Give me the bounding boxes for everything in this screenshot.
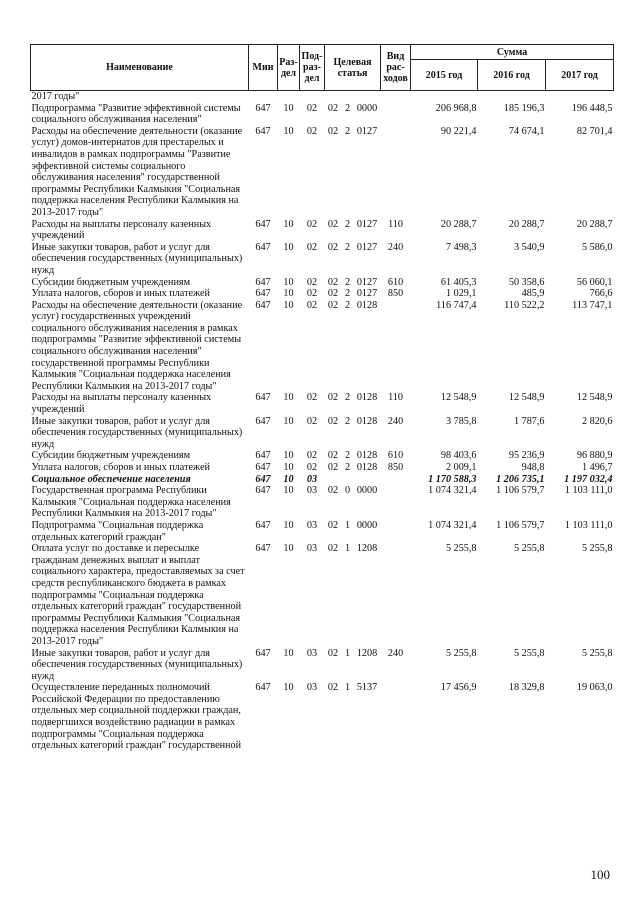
row-razdel: 10	[283, 241, 294, 253]
row-podrazdel: 03	[306, 473, 318, 485]
row-target-program: 02	[327, 485, 339, 497]
row-sum-2017: 113 747,1	[572, 299, 613, 311]
row-name: Осуществление переданных полномочий Российской Федерации по предоставлению отдельных мер социальной поддержки граждан, подвергшихся воздействию радиации в рамках подпрограммы "Социальная поддержка отдельных категорий граждан" государственной	[31, 682, 242, 752]
row-podrazdel: 03	[306, 485, 318, 497]
table-row	[31, 416, 614, 451]
row-sum-2015: 12 548,9	[440, 392, 477, 404]
table-row	[31, 103, 614, 126]
row-podrazdel: 02	[306, 288, 318, 300]
row-sum-2015: 1 170 588,3	[428, 473, 477, 485]
row-sum-2016: 50 358,6	[508, 276, 545, 288]
row-expense-type	[381, 543, 411, 647]
row-expense-type: 240	[387, 415, 404, 427]
row-razdel: 10	[283, 462, 294, 473]
row-sum-2015	[411, 91, 478, 103]
row-min: 647	[255, 102, 271, 114]
row-min: 647	[255, 392, 271, 404]
row-razdel: 10	[283, 415, 294, 427]
row-sum-2015: 5 255,8	[445, 647, 477, 659]
row-podrazdel: 02	[306, 392, 318, 404]
row-target-code	[354, 474, 381, 486]
col-name-header: Наименование	[31, 45, 249, 91]
row-target-program: 02	[327, 241, 339, 253]
row-sum-2015: 2 009,1	[445, 462, 477, 473]
row-min: 647	[255, 543, 271, 555]
row-podrazdel: 02	[306, 299, 318, 311]
row-expense-type	[381, 103, 411, 126]
row-expense-type: 610	[387, 276, 404, 288]
row-target-program	[325, 474, 342, 486]
row-sum-2017: 5 255,8	[581, 543, 613, 555]
row-expense-type	[381, 126, 411, 219]
row-sum-2017: 1 197 032,4	[564, 473, 613, 485]
row-target-program: 02	[327, 450, 339, 462]
row-target-code: 0127	[356, 276, 378, 288]
row-sum-2016: 20 288,7	[508, 218, 545, 230]
row-sum-2015: 1 074 321,4	[428, 519, 477, 531]
col-2015-header: 2015 год	[411, 60, 478, 91]
row-expense-type: 240	[387, 241, 404, 253]
row-sum-2017: 5 586,0	[581, 241, 613, 253]
row-min: 647	[255, 241, 271, 253]
row-target-subprogram: 1	[344, 519, 351, 531]
row-sum-2016: 948,8	[521, 462, 545, 473]
row-razdel: 10	[283, 473, 294, 485]
row-podrazdel: 02	[306, 415, 318, 427]
row-min: 647	[255, 473, 271, 485]
row-name: Субсидии бюджетным учреждениям	[31, 450, 191, 462]
row-name: Расходы на обеспечение деятельности (оказание услуг) домов-интернатов для престарелых и инвалидов в рамках подпрограммы "Развитие эффективной системы социального обслуживания населения" государственной программы Республики Калмыкия "Социальная поддержка населения Республики Калмыкия на 2013-2017 годы"	[31, 125, 243, 218]
row-target-program: 02	[327, 218, 339, 230]
row-sum-2017: 12 548,9	[576, 392, 613, 404]
header-row	[31, 45, 614, 60]
table-row	[31, 485, 614, 520]
row-sum-2017: 1 103 111,0	[564, 485, 613, 497]
row-sum-2017: 1 496,7	[581, 462, 613, 473]
row-target-code: 0128	[356, 450, 378, 462]
row-sum-2015: 1 074 321,4	[428, 485, 477, 497]
row-min: 647	[255, 462, 271, 473]
row-expense-type: 240	[387, 647, 404, 659]
table-row	[31, 474, 614, 486]
row-target-code: 1208	[356, 647, 378, 659]
row-expense-type	[381, 474, 411, 486]
row-razdel: 10	[283, 218, 294, 230]
col-vid-header: Вид рас-ходов	[381, 45, 411, 91]
row-name: Субсидии бюджетным учреждениям	[31, 276, 191, 288]
row-razdel: 10	[283, 288, 294, 300]
row-target-subprogram: 0	[344, 485, 351, 497]
row-target-code: 0128	[356, 392, 378, 404]
row-sum-2017: 20 288,7	[576, 218, 613, 230]
row-target-code: 0127	[356, 241, 378, 253]
row-sum-2015: 90 221,4	[440, 125, 477, 137]
row-min: 647	[255, 450, 271, 462]
table-row	[31, 648, 614, 683]
row-name: Оплата услуг по доставке и пересылке гражданам денежных выплат и выплат социального характера, предоставляемых за счет средств республиканского бюджета в рамках подпрограммы "Социальная поддержка отдельных категорий граждан" государственной программы Республики Калмыкия "Социальная поддержка населения Республики Калмыкия на 2013-2017 годы"	[31, 543, 245, 647]
row-name: Иные закупки товаров, работ и услуг для обеспечения государственных (муниципальных) нужд	[31, 241, 243, 276]
table-row	[31, 450, 614, 462]
row-name: Подпрограмма "Развитие эффективной системы социального обслуживания населения"	[31, 102, 241, 126]
col-razdel-header: Раз-дел	[278, 45, 300, 91]
row-razdel: 10	[283, 485, 294, 497]
row-sum-2017	[546, 91, 614, 103]
row-target-subprogram: 1	[344, 647, 351, 659]
table-row	[31, 277, 614, 289]
row-podrazdel: 02	[306, 125, 318, 137]
row-target-code: 1208	[356, 543, 378, 555]
row-podrazdel: 03	[306, 519, 318, 531]
row-sum-2016: 110 522,2	[504, 299, 545, 311]
row-sum-2015: 116 747,4	[436, 299, 477, 311]
page-number: 100	[590, 867, 610, 882]
row-target-program: 02	[327, 102, 339, 114]
row-name: Иные закупки товаров, работ и услуг для обеспечения государственных (муниципальных) нужд	[31, 415, 243, 450]
row-sum-2017: 5 255,8	[581, 647, 613, 659]
row-target-code	[354, 91, 381, 103]
row-sum-2016: 1 787,6	[513, 415, 545, 427]
col-min-header: Мин	[249, 45, 278, 91]
table-row	[31, 91, 614, 103]
row-sum-2017: 56 060,1	[576, 276, 613, 288]
row-min: 647	[255, 519, 271, 531]
row-min: 647	[255, 647, 271, 659]
row-min: 647	[255, 276, 271, 288]
row-target-code: 0128	[356, 299, 378, 311]
row-target-subprogram: 2	[344, 125, 351, 137]
row-expense-type	[381, 485, 411, 520]
row-sum-2015: 1 029,1	[445, 288, 477, 300]
row-name: 2017 годы"	[31, 91, 80, 102]
row-target-subprogram: 1	[344, 543, 351, 555]
row-razdel: 10	[283, 543, 294, 555]
row-razdel: 10	[283, 450, 294, 462]
row-target-program: 02	[327, 543, 339, 555]
row-podrazdel: 02	[306, 462, 318, 473]
row-target-subprogram: 2	[344, 276, 351, 288]
row-target-code: 0000	[356, 519, 378, 531]
row-target-program: 02	[327, 125, 339, 137]
row-expense-type	[381, 91, 411, 103]
row-target-subprogram: 2	[344, 415, 351, 427]
row-expense-type	[381, 682, 411, 752]
row-sum-2015: 61 405,3	[440, 276, 477, 288]
row-sum-2016: 485,9	[521, 288, 545, 300]
table-row	[31, 520, 614, 543]
row-expense-type	[381, 300, 411, 393]
row-target-subprogram: 2	[344, 218, 351, 230]
row-target-subprogram: 2	[344, 392, 351, 404]
row-expense-type: 850	[387, 288, 404, 300]
row-sum-2017: 1 103 111,0	[564, 519, 613, 531]
row-min: 647	[255, 125, 271, 137]
table-row	[31, 682, 614, 752]
row-razdel: 10	[283, 125, 294, 137]
row-sum-2016: 5 255,8	[513, 647, 545, 659]
row-sum-2016: 1 106 579,7	[496, 485, 545, 497]
row-sum-2015: 206 968,8	[435, 102, 477, 114]
table-row	[31, 543, 614, 647]
table-body	[31, 91, 614, 752]
row-sum-2015: 5 255,8	[445, 543, 477, 555]
row-target-subprogram	[342, 91, 354, 103]
row-target-subprogram: 1	[344, 682, 351, 694]
row-podrazdel: 03	[306, 682, 318, 694]
row-expense-type: 110	[388, 218, 403, 230]
row-sum-2016: 3 540,9	[513, 241, 545, 253]
row-podrazdel: 02	[306, 102, 318, 114]
row-sum-2016: 185 196,3	[503, 102, 545, 114]
row-target-program: 02	[327, 392, 339, 404]
row-sum-2016: 5 255,8	[513, 543, 545, 555]
row-expense-type: 610	[387, 450, 404, 462]
col-2017-header: 2017 год	[546, 60, 614, 91]
budget-table	[30, 44, 614, 752]
row-target-program: 02	[327, 288, 339, 300]
row-target-code: 5137	[356, 682, 378, 694]
row-sum-2016: 1 206 735,1	[496, 473, 545, 485]
row-target-program: 02	[327, 299, 339, 311]
row-expense-type: 110	[388, 392, 403, 404]
row-sum-2017: 766,6	[589, 288, 613, 300]
row-podrazdel: 03	[306, 647, 318, 659]
row-name: Иные закупки товаров, работ и услуг для обеспечения государственных (муниципальных) нужд	[31, 647, 243, 682]
row-target-program: 02	[327, 415, 339, 427]
row-razdel: 10	[283, 299, 294, 311]
row-name: Государственная программа Республики Калмыкия "Социальная поддержка населения Республики Калмыкия на 2013-2017 годы"	[31, 485, 231, 520]
row-min: 647	[255, 415, 271, 427]
row-expense-type: 850	[387, 462, 404, 473]
row-target-subprogram: 2	[344, 241, 351, 253]
row-target-program: 02	[327, 647, 339, 659]
row-sum-2016: 12 548,9	[508, 392, 545, 404]
col-summa-header: Сумма	[411, 45, 614, 60]
row-razdel: 10	[283, 392, 294, 404]
row-sum-2017: 19 063,0	[576, 682, 613, 694]
row-name: Уплата налогов, сборов и иных платежей	[31, 288, 210, 300]
row-name: Уплата налогов, сборов и иных платежей	[31, 462, 210, 473]
row-target-subprogram: 2	[344, 102, 351, 114]
table-row	[31, 242, 614, 277]
row-razdel: 10	[283, 276, 294, 288]
table-row	[31, 462, 614, 474]
table-row	[31, 219, 614, 242]
row-sum-2017: 2 820,6	[581, 415, 613, 427]
row-sum-2016: 74 674,1	[508, 125, 545, 137]
row-target-program: 02	[327, 462, 339, 473]
row-target-subprogram	[342, 474, 354, 486]
row-target-subprogram: 2	[344, 288, 351, 300]
row-podrazdel: 03	[306, 543, 318, 555]
row-target-code: 0128	[356, 415, 378, 427]
row-razdel: 10	[283, 519, 294, 531]
row-podrazdel: 02	[306, 276, 318, 288]
row-name: Расходы на выплаты персоналу казенных учреждений	[31, 392, 212, 416]
row-sum-2015: 98 403,6	[440, 450, 477, 462]
row-razdel: 10	[283, 102, 294, 114]
table-row	[31, 288, 614, 300]
row-sum-2017: 82 701,4	[576, 125, 613, 137]
row-sum-2016: 95 236,9	[508, 450, 545, 462]
row-sum-2017: 196 448,5	[571, 102, 613, 114]
row-target-program: 02	[327, 276, 339, 288]
row-target-code: 0127	[356, 218, 378, 230]
row-sum-2016: 1 106 579,7	[496, 519, 545, 531]
table-row	[31, 392, 614, 415]
table-row	[31, 300, 614, 393]
row-min: 647	[255, 218, 271, 230]
row-name: Подпрограмма "Социальная поддержка отдельных категорий граждан"	[31, 519, 204, 543]
col-celevaya-header: Целевая статья	[325, 45, 381, 91]
row-min	[249, 91, 278, 103]
row-min: 647	[255, 485, 271, 497]
row-target-subprogram: 2	[344, 462, 351, 473]
col-podrazdel-header: Под-раз-дел	[300, 45, 325, 91]
row-name: Расходы на обеспечение деятельности (оказание услуг) государственных учреждений социального обслуживания населения в рамках подпрограммы "Развитие эффективной системы социального обслуживания населения" государственной программы Республики Калмыкия "Социальная поддержка населения Республики Калмыкия на 2013-2017 годы"	[31, 299, 243, 392]
row-sum-2016	[478, 91, 546, 103]
row-target-program: 02	[327, 682, 339, 694]
row-razdel: 10	[283, 682, 294, 694]
row-podrazdel: 02	[306, 218, 318, 230]
row-target-code: 0128	[356, 462, 378, 473]
row-podrazdel	[300, 91, 325, 103]
row-target-subprogram: 2	[344, 299, 351, 311]
row-target-subprogram: 2	[344, 450, 351, 462]
row-razdel: 10	[283, 647, 294, 659]
budget-page	[30, 44, 613, 752]
row-target-code: 0127	[356, 288, 378, 300]
row-razdel	[278, 91, 300, 103]
row-name: Социальное обеспечение населения	[31, 473, 191, 485]
row-sum-2015: 20 288,7	[440, 218, 477, 230]
row-podrazdel: 02	[306, 241, 318, 253]
row-target-code: 0000	[356, 485, 378, 497]
row-sum-2015: 3 785,8	[445, 415, 477, 427]
row-target-code: 0000	[356, 102, 378, 114]
row-sum-2016: 18 329,8	[508, 682, 545, 694]
row-sum-2015: 17 456,9	[440, 682, 477, 694]
row-podrazdel: 02	[306, 450, 318, 462]
row-min: 647	[255, 299, 271, 311]
table-row	[31, 126, 614, 219]
row-expense-type	[381, 520, 411, 543]
row-min: 647	[255, 682, 271, 694]
row-target-program	[325, 91, 342, 103]
row-name: Расходы на выплаты персоналу казенных учреждений	[31, 218, 212, 242]
col-2016-header: 2016 год	[478, 60, 546, 91]
row-sum-2015: 7 498,3	[445, 241, 477, 253]
row-target-code: 0127	[356, 125, 378, 137]
row-min: 647	[255, 288, 271, 300]
row-target-program: 02	[327, 519, 339, 531]
row-sum-2017: 96 880,9	[576, 450, 613, 462]
